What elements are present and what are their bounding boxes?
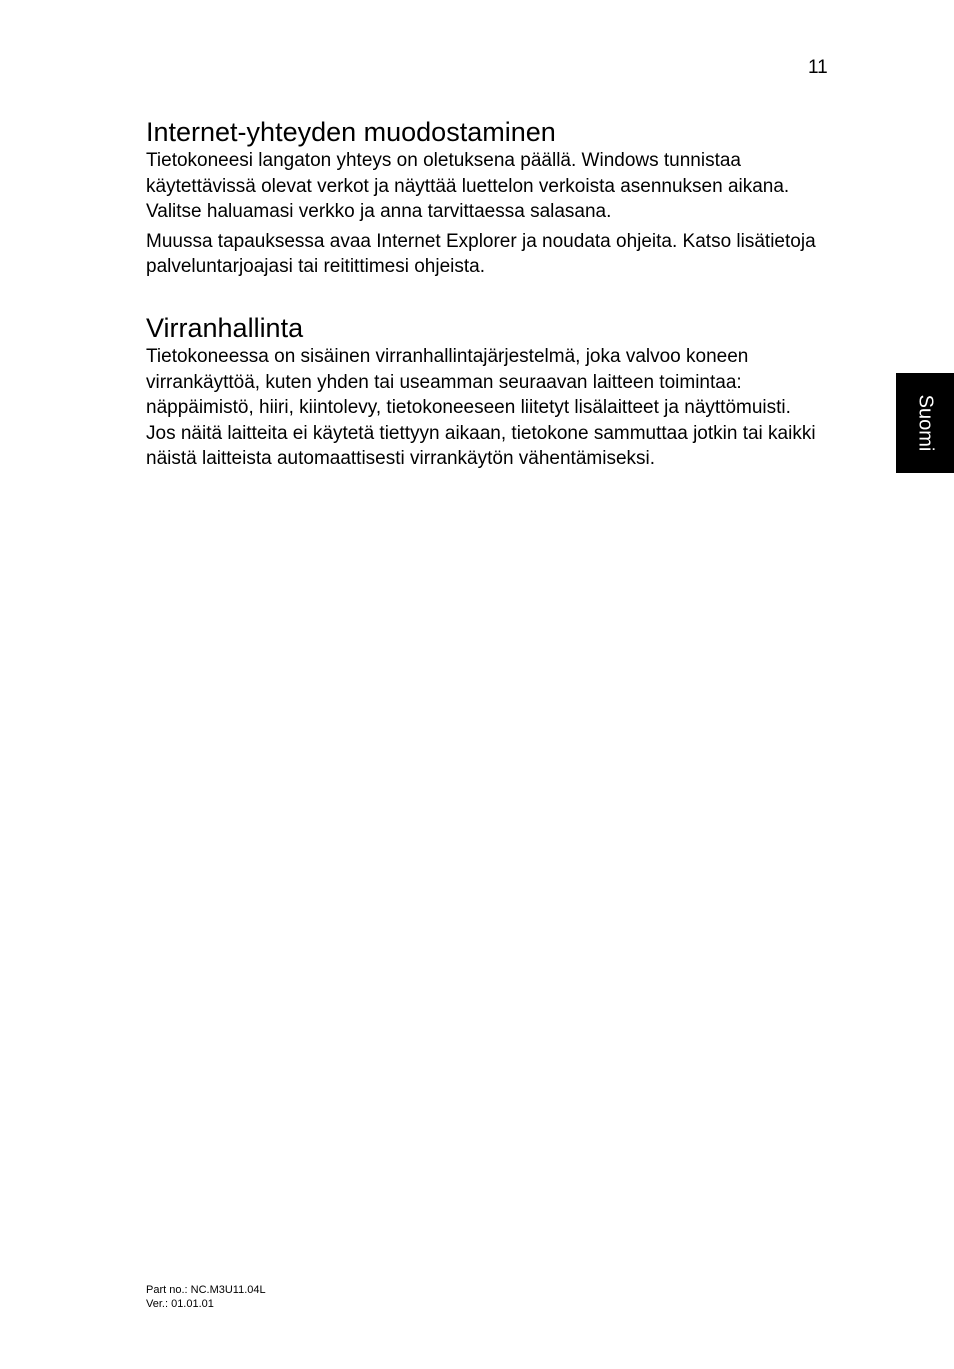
version: Ver.: 01.01.01	[146, 1298, 214, 1310]
section-heading: Internet-yhteyden muodostaminen	[146, 117, 556, 147]
footer	[146, 1283, 266, 1311]
part-number: Part no.: NC.M3U11.04L	[146, 1284, 266, 1296]
language-tab-label: Suomi	[914, 394, 937, 452]
paragraph: Tietokoneessa on sisäinen virranhallintajärjestelmä, joka valvoo koneen virrankäyttöä, kuten yhden tai useamman seuraavan laitteen toimintaa: näppäimistö, hiiri, kiintolevy, tietokoneeseen liitetyt lisälaitteet ja näyttömuisti. Jos näitä laitteita ei käytetä tiettyyn aikaan, tietokone sammuttaa jotkin tai kaikki näistä laitteista automaattisesti virrankäytön vähentämiseksi.	[146, 346, 816, 469]
section-heading: Virranhallinta	[146, 313, 304, 343]
paragraph: Tietokoneesi langaton yhteys on oletuksena päällä. Windows tunnistaa käytettävissä olevat verkot ja näyttää luettelon verkoista asennuksen aikana. Valitse haluamasi verkko ja anna tarvittaessa salasana.	[146, 150, 790, 222]
paragraph: Muussa tapauksessa avaa Internet Explorer ja noudata ohjeita. Katso lisätietoja palveluntarjoajasi tai reitittimesi ohjeista.	[146, 230, 816, 277]
section-internet-connection	[146, 116, 816, 284]
section-power-management	[146, 312, 816, 476]
page-number: 11	[808, 57, 828, 78]
language-tab	[896, 373, 954, 473]
